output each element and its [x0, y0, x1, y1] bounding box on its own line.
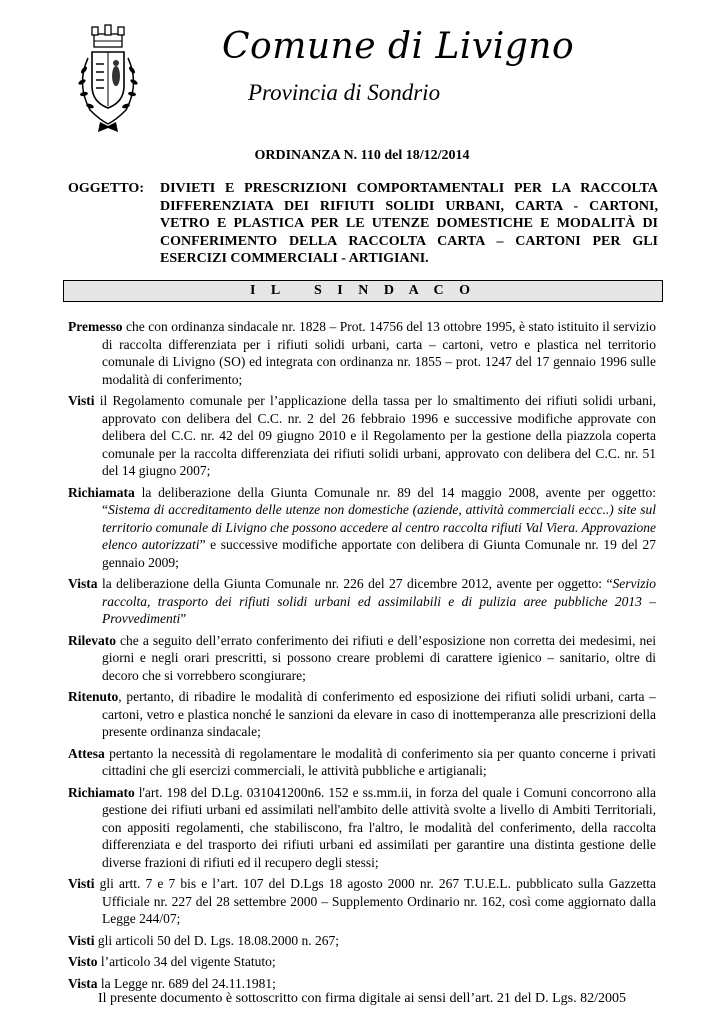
paragraph-text: che a seguito dell’errato conferimento dei rifiuti e dell’esposizione non corretta dei medesimi, nei giorni e negli orari prescritti, si possono creare problemi di carattere igienico – sanitario, oltre di decoro che si vorrebbero scongiurare;	[102, 632, 656, 683]
paragraph-rilevato	[68, 632, 656, 685]
paragraph-text: gli articoli 50 del D. Lgs. 18.08.2000 n. 267;	[94, 932, 339, 948]
subject-label: OGGETTO:	[68, 181, 144, 196]
paragraph-text: la Legge nr. 689 del 24.11.1981;	[97, 975, 276, 991]
paragraph-attesa	[68, 745, 656, 780]
paragraph-text-pre: la deliberazione della Giunta Comunale nr. 89 del 14 maggio 2008, avente per oggetto: “	[102, 484, 656, 517]
paragraph-visti-artt	[68, 875, 656, 928]
paragraph-richiamato	[68, 784, 656, 872]
paragraph-text: , pertanto, di ribadire le modalità di conferimento ed esposizione dei rifiuti solidi urbani, carta – cartoni, vetro e plastica nonché le sanzioni da elevare in caso di inottemperanza alle prescrizioni della presente ordinanza sindacale;	[102, 689, 656, 739]
paragraph-visto-statuto	[68, 953, 656, 971]
paragraph-keyword: Visti	[68, 393, 95, 408]
subject-block	[68, 180, 658, 268]
province-subtitle: Provincia di Sondrio	[248, 80, 441, 105]
paragraph-keyword: Richiamata	[68, 484, 135, 500]
paragraph-text-pre: la deliberazione della Giunta Comunale nr. 226 del 27 dicembre 2012, avente per oggetto: “	[97, 576, 613, 591]
paragraph-vista-deliberazione	[68, 575, 656, 628]
paragraph-keyword: Visti	[68, 876, 95, 891]
digital-signature-footer: Il presente documento è sottoscritto con firma digitale ai sensi dell’art. 21 del D. Lgs. 82/2005	[98, 991, 626, 1006]
paragraph-text: l'art. 198 del D.Lg. 031041200n6. 152 e ss.mm.ii, in forza del quale i Comuni concorrono alla gestione dei rifiuti urbani ed assimilati nell'ambito delle attività svolte a livello di Ambiti Territoriali, con appositi regolamenti, che stabiliscono, fra l'altro, le modalità del conferimento, della raccolta differenziata e del trasporto dei rifiuti urbani ed assimilati per garantire una distinta gestione delle diverse frazioni di rifiuti ed il recupero degli stessi;	[102, 784, 656, 870]
paragraph-text-italic: Sistema di accreditamento delle utenze non domestiche (aziende, attività commerciali eccc..) site sul territorio comunale di Livigno che possono accedere al centro raccolta rifiuti Val Viera. Approvazione elenco autorizzati	[102, 502, 656, 552]
paragraph-vista-legge	[68, 975, 656, 993]
paragraph-text-post: ” e successive modifiche apportate con delibera di Giunta Comunale nr. 19 del 27 gennaio 2009;	[102, 537, 657, 570]
paragraph-text: il Regolamento comunale per l’applicazione della tassa per lo smaltimento dei rifiuti solidi urbani, approvato con delibera del C.C. nr. 2 del 26 febbraio 1996 e successive modifiche approvate con delibera del C.C. nr. 42 del 09 giugno 2010 e il Regolamento per la gestione della piazzola coperta comunale per la raccolta differenziata dei rifiuti solidi urbani, approvato con delibera del C.C. nr. 51 del 14 giugno 2007;	[94, 393, 656, 478]
paragraph-keyword: Visto	[68, 954, 98, 969]
paragraph-visti-regolamento	[68, 392, 656, 480]
paragraph-premesso	[68, 318, 656, 388]
paragraph-keyword: Vista	[68, 576, 98, 591]
ordinance-number: ORDINANZA N. 110 del 18/12/2014	[254, 148, 470, 163]
paragraph-visti-articoli	[68, 932, 656, 950]
paragraph-ritenuto	[68, 688, 656, 741]
paragraph-keyword: Richiamato	[68, 784, 135, 800]
municipal-crest-icon	[72, 24, 144, 136]
paragraph-text: che con ordinanza sindacale nr. 1828 – Prot. 14756 del 13 ottobre 1995, è stato istituito il servizio di raccolta differenziata per i rifiuti solidi urbani, carta – cartoni, vetro e plastica nel territorio comunale di Livigno (SO) ed integrata con ordinanza nr. 1855 – prot. 1247 del 17 gennaio 1996 sulle modalità di conferimento;	[102, 319, 656, 387]
subject-text: DIVIETI E PRESCRIZIONI COMPORTAMENTALI PER LA RACCOLTA DIFFERENZIATA DEI RIFIUTI SOLIDI URBANI, CARTA - CARTONI, VETRO E PLASTICA PER LE UTENZE DOMESTICHE E MODALITÀ DI CONFERIMENTO DELLA RACCOLTA CARTA – CARTONI PER GLI ESERCIZI COMMERCIALI - ARTIGIANI.	[160, 181, 658, 266]
paragraph-text: gli artt. 7 e 7 bis e l’art. 107 del D.Lgs 18 agosto 2000 nr. 267 T.U.E.L. pubblicato sulla Gazzetta Ufficiale nr. 227 del 28 settembre 2000 – Supplemento Ordinario nr. 162, così come aggiornato dalla Legge 244/07;	[94, 876, 656, 926]
paragraph-keyword: Ritenuto	[68, 689, 119, 704]
paragraph-text-italic: Servizio raccolta, trasporto dei rifiuti solidi urbani ed assimilabili e di pulizia aree pubbliche 2013 – Provvedimenti	[102, 576, 656, 626]
mayor-heading-bar: I L S I N D A C O	[63, 280, 663, 302]
paragraph-keyword: Attesa	[68, 745, 105, 761]
paragraph-text-post: ”	[180, 611, 187, 626]
paragraph-text: pertanto la necessità di regolamentare le modalità di conferimento sia per quanto concerne i privati cittadini che gli esercizi commerciali, le attività pubbliche e artigianali;	[102, 745, 656, 778]
document-body	[68, 318, 656, 996]
municipality-title: Comune di Livigno	[222, 26, 575, 67]
paragraph-keyword: Vista	[68, 975, 98, 991]
paragraph-keyword: Rilevato	[68, 632, 116, 648]
paragraph-richiamata	[68, 484, 656, 572]
paragraph-text: l’articolo 34 del vigente Statuto;	[97, 954, 276, 969]
paragraph-keyword: Premesso	[68, 319, 123, 334]
paragraph-keyword: Visti	[68, 932, 95, 948]
